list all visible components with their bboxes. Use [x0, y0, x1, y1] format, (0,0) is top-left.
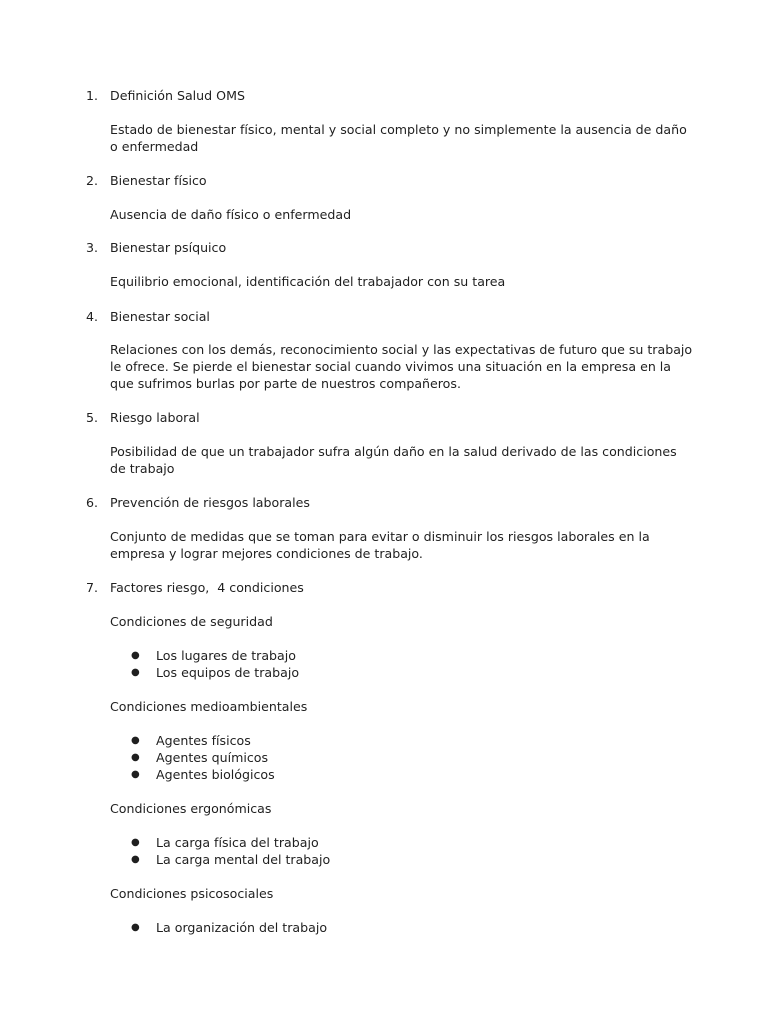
- section-heading: Bienestar físico: [110, 173, 207, 188]
- bullet-item: Los lugares de trabajo: [156, 648, 296, 663]
- section-heading: Definición Salud OMS: [110, 88, 245, 103]
- section-body-line: Posibilidad de que un trabajador sufra algún daño en la salud derivado de las condiciones: [110, 444, 677, 459]
- list-number: 7.: [86, 580, 99, 595]
- bullet-item: La carga física del trabajo: [156, 835, 319, 850]
- section-body-line: Relaciones con los demás, reconocimiento social y las expectativas de futuro que su trabajo: [110, 342, 693, 357]
- bullet-item: Agentes físicos: [156, 733, 251, 748]
- section-heading: Factores riesgo, 4 condiciones: [110, 580, 304, 595]
- bullet-icon: ●: [131, 769, 140, 780]
- list-number: 3.: [86, 240, 99, 255]
- list-number: 1.: [86, 88, 99, 103]
- bullet-item: Agentes químicos: [156, 750, 269, 765]
- section-heading: Bienestar social: [110, 309, 210, 324]
- list-number: 4.: [86, 309, 99, 324]
- list-number: 2.: [86, 173, 99, 188]
- section-heading: Prevención de riesgos laborales: [110, 495, 310, 510]
- section-body-line: o enfermedad: [110, 139, 199, 154]
- bullet-icon: ●: [131, 854, 140, 865]
- bullet-item: La carga mental del trabajo: [156, 852, 331, 867]
- condition-title: Condiciones medioambientales: [110, 699, 308, 714]
- section-body-line: Equilibrio emocional, identificación del trabajador con su tarea: [110, 274, 506, 289]
- section-body-line: de trabajo: [110, 461, 175, 476]
- bullet-icon: ●: [131, 837, 140, 848]
- condition-title: Condiciones psicosociales: [110, 886, 274, 901]
- condition-title: Condiciones ergonómicas: [110, 801, 272, 816]
- section-body-line: Ausencia de daño físico o enfermedad: [110, 207, 352, 222]
- bullet-icon: ●: [131, 922, 140, 933]
- section-heading: Bienestar psíquico: [110, 240, 227, 255]
- bullet-icon: ●: [131, 735, 140, 746]
- section-body-line: le ofrece. Se pierde el bienestar social cuando vivimos una situación en la empresa en la: [110, 359, 672, 374]
- bullet-item: Los equipos de trabajo: [156, 665, 300, 680]
- section-heading: Riesgo laboral: [110, 410, 200, 425]
- bullet-item: La organización del trabajo: [156, 920, 328, 935]
- section-body-line: empresa y lograr mejores condiciones de trabajo.: [110, 546, 423, 561]
- list-number: 5.: [86, 410, 99, 425]
- section-body-line: Estado de bienestar físico, mental y social completo y no simplemente la ausencia de daño: [110, 122, 687, 137]
- section-body-line: que sufrimos burlas por parte de nuestros compañeros.: [110, 376, 461, 391]
- condition-title: Condiciones de seguridad: [110, 614, 273, 629]
- bullet-icon: ●: [131, 650, 140, 661]
- bullet-item: Agentes biológicos: [156, 767, 275, 782]
- bullet-icon: ●: [131, 667, 140, 678]
- list-number: 6.: [86, 495, 99, 510]
- bullet-icon: ●: [131, 752, 140, 763]
- section-body-line: Conjunto de medidas que se toman para evitar o disminuir los riesgos laborales en la: [110, 529, 650, 544]
